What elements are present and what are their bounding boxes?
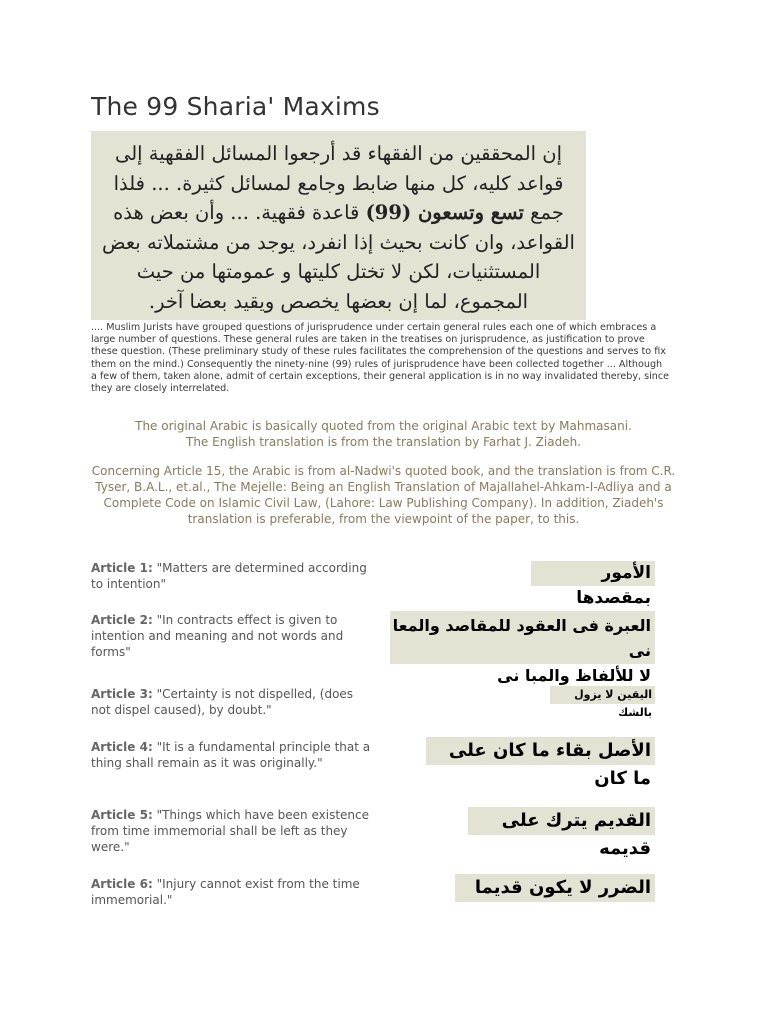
article-text: "Things which have been existence from time immemorial shall be left as they were." [91, 808, 370, 854]
english-intro: .... Muslim Jurists have grouped questions of jurisprudence under certain general rules each one of which embraces a large number of questions. These general rules are taken in the treatises on jurisprudence, as justification to prove these question. (These preliminary study of these rules facilitates the comprehension of the questions and serves to fix them on the mind.) Consequently the ninety-nine (99) rules of jurisprudence have been collected together ... Although a few of them, taken alone, admit of certain exceptions, their general application is in no way invalidated thereby, since they are closely interrelated. [91, 322, 670, 395]
article-label: Article 6: [91, 877, 153, 891]
source-note [91, 418, 676, 450]
article-1 [91, 560, 371, 592]
article-3-arabic: اليقين لا يزول بالشك [550, 686, 655, 704]
article-1-arabic: الأمور بمقصدها [531, 561, 655, 586]
article-5 [91, 807, 371, 855]
article-2-arabic-line-2: لا للألفاظ والمبا نى [497, 666, 651, 685]
article-6-arabic: الضرر لا يكون قديما [455, 874, 655, 902]
article-label: Article 2: [91, 613, 153, 627]
concern-note: Concerning Article 15, the Arabic is from al-Nadwi's quoted book, and the translation is from C.R. Tyser, B.A.L., et.al., The Mejelle: Being an English Translation of Majallahel-Ahkam-I-Adliya and a Complete Code on Islamic Civil Law, (Lahore: Law Publishing Company). In addition, Ziadeh's translation is preferable, from the viewpoint of the paper, to this. [91, 464, 676, 526]
article-2-arabic-line-1: العبرة فى العقود للمقاصد والمعا نى [392, 616, 651, 660]
article-text: "In contracts effect is given to intention and meaning and not words and forms" [91, 613, 344, 659]
article-5-arabic: القديم يترك على قديمه [468, 807, 655, 835]
article-text: "Certainty is not dispelled, (does not dispel caused), by doubt." [91, 687, 354, 717]
article-label: Article 1: [91, 561, 153, 575]
arabic-intro-bold: تسع وتسعون (99) [365, 201, 524, 224]
article-4-arabic: الأصل بقاء ما كان على ما كان [426, 737, 655, 765]
source-note-arabic: The original Arabic is basically quoted from the original Arabic text by Mahmasani. [135, 419, 632, 433]
article-label: Article 4: [91, 740, 153, 754]
article-6 [91, 876, 371, 908]
article-label: Article 5: [91, 808, 153, 822]
article-text: "Matters are determined according to intention" [91, 561, 367, 591]
article-label: Article 3: [91, 687, 153, 701]
arabic-intro-text-1: إن المحققين من الفقهاء قد أرجعوا المسائل الفقهية إلى قواعد كليه، كل منها ضابط وجامع لمسائل كثيرة. ... فلذا جمع [113, 142, 564, 224]
article-text: "It is a fundamental principle that a thing shall remain as it was originally." [91, 740, 371, 770]
article-2-arabic [390, 611, 655, 685]
article-text: "Injury cannot exist from the time immemorial." [91, 877, 360, 907]
article-4 [91, 739, 371, 771]
article-3 [91, 686, 371, 718]
article-2 [91, 612, 371, 660]
arabic-intro-text-2: قاعدة فقهية. ... وأن بعض هذه القواعد، وان كانت بحيث إذا انفرد، يوجد من مشتملاته بعض المستثنيات، لكن لا تختل كليتها و عمومتها من حيث المجموع، لما إن بعضها يخصص ويقيد بعضا آخر. [102, 201, 575, 313]
source-note-english: The English translation is from the translation by Farhat J. Ziadeh. [186, 435, 581, 449]
page-title: The 99 Sharia' Maxims [91, 92, 380, 121]
arabic-intro-box [91, 131, 586, 320]
